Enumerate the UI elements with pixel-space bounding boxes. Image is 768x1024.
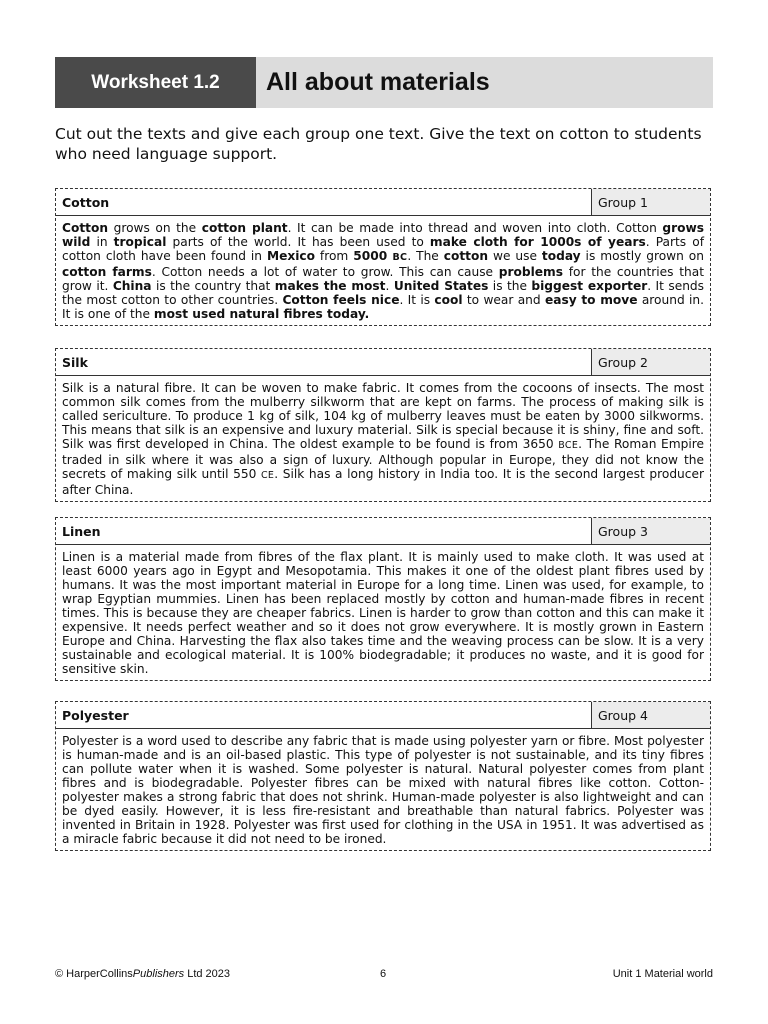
group-label: Group 1 <box>591 189 710 215</box>
text-segment: tropical <box>113 235 167 249</box>
card-title: Linen <box>62 523 101 539</box>
card-title: Polyester <box>62 707 129 723</box>
unit-label: Unit 1 Material world <box>612 968 713 980</box>
text-segment: BC <box>392 252 408 263</box>
card-body <box>56 216 710 325</box>
text-segment: Cotton feels nice <box>282 293 400 307</box>
text-segment: . It sends the most cotton to other countries. <box>62 279 705 307</box>
text-card-polyester <box>55 701 711 851</box>
card-header <box>56 349 710 376</box>
text-segment: from <box>315 249 354 263</box>
card-title: Cotton <box>62 194 110 210</box>
text-segment: around in. It is one of the <box>62 293 704 321</box>
text-segment: . Parts of cotton cloth have been found in <box>62 235 705 263</box>
copyright: © HarperCollinsPublishers Ltd 2023 <box>55 968 231 980</box>
text-segment: Polyester is a word used to describe any fabric that is made using polyester yarn or fibre. Most polyester is human-made and is an oil-based plastic. This type of polyester is not sustainable, and its tiny fibres can pollute water when it is washed. Some polyester is natural. Natural polyester comes from plant fibres and is biodegradable. Polyester fibres can be mixed with natural fibres like cotton. Cotton-polyester makes a strong fabric that does not shrink. Human-made polyester is also lightweight and can be dyed easily. However, it is less fire-resistant and breathable than natural fabrics. Polyester was invented in Britain in 1928. Polyester was first used for clothing in the USA in 1951. It was advertised as a miracle fabric because it did not need to be ironed. <box>62 734 704 846</box>
text-segment: grows wild <box>62 221 705 249</box>
text-segment: Mexico <box>266 249 315 263</box>
card-title: Silk <box>62 354 88 370</box>
card-header <box>56 702 710 729</box>
text-segment: Linen is a material made from fibres of the flax plant. It is mainly used to make cloth. It was used at least 6000 years ago in Egypt and Mesopotamia. This makes it one of the oldest plant fibres used by humans. It was the most important material in Europe for a long time. Linen was used, for example, to wrap Egyptian mummies. Linen has been replaced mostly by cotton and human-made fibres in recent times. This is because they are cheaper fabrics. Linen is harder to grow than cotton and this can make it expensive. It needs perfect weather and so it does not grow everywhere. It is mostly grown in Eastern Europe and China. Harvesting the flax also takes time and the weaving process can be slow. It is a very sustainable and ecological material. It is 100% biodegradable; it produces no waste, and it is good for sensitive skin. <box>62 550 704 676</box>
text-segment: in <box>90 235 114 249</box>
text-segment: . The Roman Empire traded in silk where it was also a sign of luxury. Although popular in Europe, they did not know the secrets of making silk until 550 <box>62 437 704 481</box>
text-segment: easy to move <box>544 293 638 307</box>
text-segment: today <box>541 249 581 263</box>
text-segment: makes the most <box>274 279 386 293</box>
text-segment: cotton farms <box>62 265 152 279</box>
text-segment: Cotton <box>62 221 109 235</box>
group-label: Group 2 <box>591 349 710 375</box>
card-body <box>56 729 710 850</box>
card-body <box>56 545 710 680</box>
text-segment: parts of the world. It has been used to <box>166 235 430 249</box>
text-card-cotton <box>55 188 711 326</box>
text-card-linen <box>55 517 711 681</box>
text-segment: for the countries that grow it. <box>62 265 704 293</box>
worksheet-label: Worksheet 1.2 <box>55 57 256 108</box>
text-card-silk <box>55 348 711 502</box>
group-label: Group 3 <box>591 518 710 544</box>
text-segment: Silk is a natural fibre. It can be woven to make fabric. It comes from the cocoons of insects. The most common silk comes from the mulberry silkworm that are kept on farms. The process of making silk is called sericulture. To produce 1 kg of silk, 104 kg of mulberry leaves must be eaten by 3000 silkworms. This means that silk is an expensive and luxury material. Silk is special because it is shiny, fine and soft. Silk was first developed in China. The oldest example to be found is from 3650 <box>62 381 704 451</box>
text-segment: . It can be made into thread and woven into cloth. Cotton <box>287 221 663 235</box>
text-segment: make cloth for 1000s of years <box>429 235 646 249</box>
text-segment: problems <box>498 265 564 279</box>
text-segment: biggest exporter <box>531 279 648 293</box>
text-segment: . The <box>407 249 444 263</box>
page-number: 6 <box>380 968 387 980</box>
card-header <box>56 518 710 545</box>
text-segment: is the country that <box>151 279 275 293</box>
text-segment: is mostly grown on <box>580 249 704 263</box>
card-header <box>56 189 710 216</box>
text-segment: cotton <box>443 249 489 263</box>
text-segment: 5000 <box>353 249 393 263</box>
intro-text: Cut out the texts and give each group one text. Give the text on cotton to students who need language support. <box>55 125 702 163</box>
text-segment: . It is <box>399 293 435 307</box>
text-segment: most used natural fibres today. <box>153 307 370 321</box>
text-segment: . Silk has a long history in India too. It is the second largest producer after China. <box>62 467 704 497</box>
group-label: Group 4 <box>591 702 710 728</box>
text-segment: cotton plant <box>201 221 288 235</box>
text-segment: BCE <box>558 440 579 451</box>
text-segment: grows on the <box>108 221 202 235</box>
page-title: All about materials <box>266 68 490 96</box>
text-segment: CE <box>261 470 275 481</box>
text-segment: United States <box>393 279 489 293</box>
text-segment: China <box>112 279 152 293</box>
text-segment: cool <box>434 293 463 307</box>
text-segment: . Cotton needs a lot of water to grow. This can cause <box>151 265 499 279</box>
text-segment: . <box>385 279 394 293</box>
card-body <box>56 376 710 501</box>
text-segment: to wear and <box>462 293 545 307</box>
worksheet-header <box>55 57 713 108</box>
text-segment: is the <box>488 279 532 293</box>
text-segment: we use <box>488 249 542 263</box>
